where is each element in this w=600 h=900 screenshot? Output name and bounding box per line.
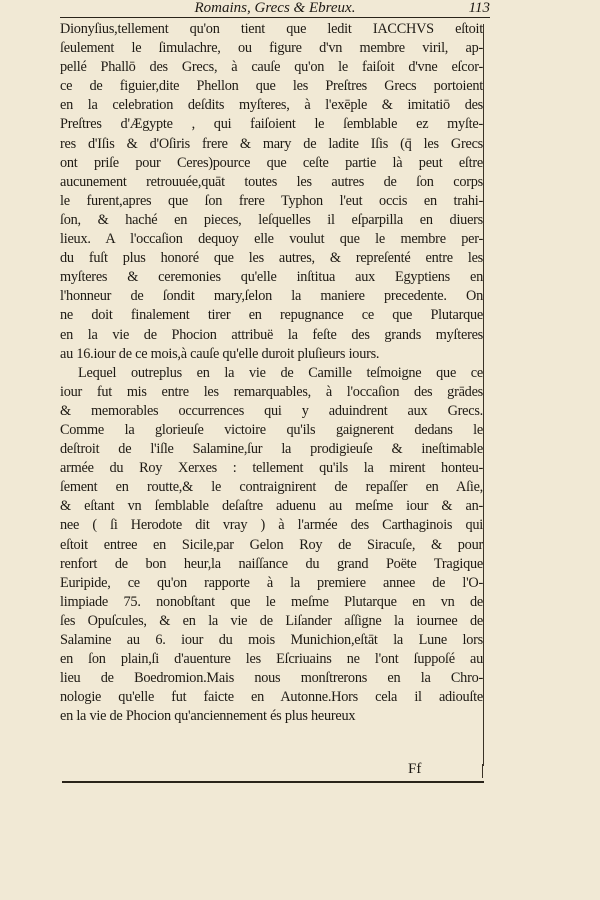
text-line: le furent,apres que ſon frere Typhon l'eut occis en trahi- — [60, 192, 483, 209]
text-line: renfort de bon heur,la naiſſance du grand Poëte Tragique — [60, 555, 483, 572]
text-line: eſtoit entree en Sicile,par Gelon Roy de Siracuſe, & pour — [60, 536, 483, 553]
text-line: nee ( ſi Herodote dit vray ) à l'armée des Carthaginois qui — [60, 517, 483, 534]
text-line: ſon, & haché en pieces, leſquelles il eſparpilla en diuers — [60, 211, 483, 228]
text-line: ont priſe pour Ceres)pource que ceſte partie là peut eſtre — [60, 154, 483, 171]
text-line: & memorables occurrences qui y aduindrent aux Grecs. — [60, 402, 483, 419]
paragraph-first-line: Lequel outreplus en la vie de Camille teſmoigne que ce — [78, 364, 483, 381]
text-line: Preſtres d'Ægypte , qui faiſoient le ſemblable ez myſte- — [60, 116, 483, 133]
margin-mark — [482, 764, 483, 778]
text-line: lieu de Boedromion.Mais nous monſtrerons en la Chro- — [60, 670, 483, 687]
text-line: armée du Roy Xerxes : tellement qu'ils la mirent honteu- — [60, 460, 483, 477]
text-line: res d'Iſis & d'Oſiris frere & mary de ladite Iſis (q̄ les Grecs — [60, 135, 483, 152]
running-head — [60, 0, 490, 18]
text-line: lieux. A l'occaſion dequoy elle voulut que le membre per- — [60, 231, 483, 248]
text-line: iour fut mis entre les remarquables, à l'occaſion des grādes — [60, 383, 483, 400]
text-line: Comme la glorieuſe victoire qu'ils gaignerent dedans le — [60, 421, 483, 438]
text-line: ſement en routte,& le contraignirent de repaſſer en Aſie, — [60, 479, 483, 496]
text-line: aucunement retrouuée,quāt toutes les autres de ſon corps — [60, 173, 483, 190]
text-line: deſtroit de l'iſle Salamine,ſur la prodigieuſe & ineſtimable — [60, 441, 483, 458]
header-rule — [60, 17, 490, 18]
text-line: ce de figuier,dite Phellon que les Preſtres Grecs portoient — [60, 78, 483, 95]
text-line: nologie qu'elle fut faicte en Autonne.Hors cela il adiouſte — [60, 689, 483, 706]
footer-rule — [62, 781, 484, 783]
text-line: en la celebration deſdits myſteres, à l'exēple & imitatiō des — [60, 97, 483, 114]
page-number: 113 — [468, 0, 490, 16]
body-text — [60, 20, 483, 726]
text-line: au 16.iour de ce mois,à cauſe qu'elle duroit pluſieurs iours. — [60, 345, 380, 362]
text-line: limpiade 75. nonobſtant que le meſme Plutarque en vn de — [60, 593, 483, 610]
text-line: Dionyſius,tellement qu'on tient que ledit IACCHVS eſtoit — [60, 21, 483, 37]
text-line: pellé Phallō des Grecs, à cauſe qu'on le faiſoit d'vne eſcor- — [60, 59, 483, 76]
text-line: ſeulement le ſimulachre, ou figure d'vn membre viril, ap- — [60, 40, 483, 57]
text-line: en la vie de Phocion qu'anciennement és plus heureux — [60, 708, 356, 725]
text-line: en la vie de Phocion attribuë la feſte des grands myſteres — [60, 326, 483, 343]
text-line: en ſon plain,ſi d'auenture les Eſcriuains ne l'ont ſuppoſé au — [60, 651, 483, 668]
text-line: du fuſt plus honoré que les autres, & repreſenté entre les — [60, 250, 483, 267]
signature-mark: Ff — [408, 761, 422, 777]
running-title: Romains, Grecs & Ebreux. — [194, 0, 356, 16]
text-line: myſteres & ceremonies qu'elle inſtitua aux Egyptiens en — [60, 269, 483, 286]
text-line: ne doit finalement tirer en repugnance ce que Plutarque — [60, 307, 483, 324]
text-line: & eſtant vn ſemblable deſaſtre aduenu au meſme iour & an- — [60, 498, 483, 515]
text-line: l'honneur de ſondit mary,ſelon la maniere precedente. On — [60, 288, 483, 305]
text-line: Salamine au 6. iour du mois Munichion,eſtāt la Lune lors — [60, 632, 483, 648]
text-line: ſes Opuſcules, & en la vie de Liſander aſſigne la iournee de — [60, 612, 483, 629]
text-line: Euripide, ce qu'on rapporte à la premiere annee de l'O- — [60, 574, 483, 591]
margin-rule — [483, 24, 484, 766]
